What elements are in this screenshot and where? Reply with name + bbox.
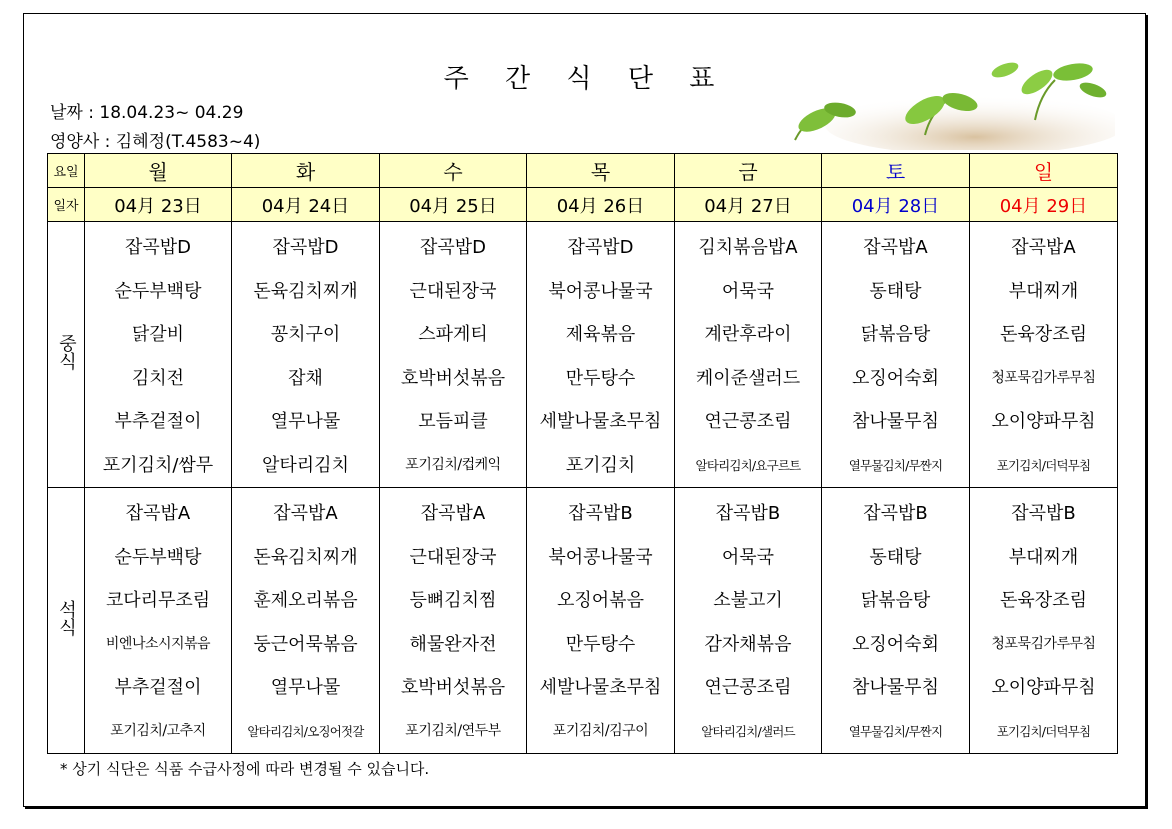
- menu-item: 꽁치구이: [270, 324, 341, 345]
- menu-item: 닭볶음탕: [860, 324, 931, 345]
- weekly-menu-table: [47, 153, 1118, 754]
- menu-item: 알타리김치: [262, 454, 349, 476]
- date-mon: 04月 23日: [85, 188, 232, 222]
- menu-item: 북어콩나물국: [548, 546, 653, 568]
- menu-item: 제육볶음: [565, 324, 636, 345]
- menu-item: 잡곡밥D: [419, 237, 487, 258]
- menu-item: 잡곡밥B: [568, 503, 633, 524]
- nutritionist-info: 영양사 : 김혜정(T.4583~4): [50, 132, 261, 152]
- date-fri: 04月 27日: [675, 188, 822, 222]
- menu-item: 순두부백탕: [114, 280, 202, 302]
- menu-item: 포기김치/컵케익: [405, 456, 501, 473]
- menu-item: 해물완자전: [409, 633, 497, 655]
- menu-item: 청포묵김가루무침: [991, 635, 1096, 652]
- menu-item: 잡곡밥B: [1011, 503, 1076, 524]
- weekday-thu: 목: [527, 154, 675, 188]
- dinner-label-cell: [48, 488, 85, 754]
- menu-item: 근대된장국: [409, 546, 497, 568]
- lunch-cell-fri: [675, 222, 822, 488]
- menu-item: 비엔나소시지볶음: [105, 635, 211, 652]
- menu-item: 스파게티: [418, 324, 488, 345]
- menu-item: 포기김치/김구이: [552, 722, 649, 739]
- menu-item: 돈육김치찌개: [253, 546, 358, 568]
- lunch-cell-mon: [85, 222, 232, 488]
- weekday-sat: 토: [822, 154, 970, 188]
- menu-item: 잡곡밥D: [272, 237, 339, 258]
- menu-item: 잡곡밥A: [273, 503, 338, 524]
- page-title: 주 간 식 단 표: [443, 64, 729, 94]
- menu-item: 열무물김치/무짠지: [848, 457, 943, 473]
- menu-item: 참나물무침: [852, 411, 939, 432]
- menu-item: 포기김치/고추지: [110, 722, 206, 739]
- menu-item: 세발나물초무침: [539, 677, 662, 698]
- dinner-cell-sun: [970, 488, 1118, 754]
- menu-item: 돈육장조림: [1000, 590, 1087, 611]
- menu-item: 부추겉절이: [114, 677, 202, 698]
- date-thu: 04月 26日: [527, 188, 675, 222]
- menu-item: 잡곡밥B: [715, 503, 781, 524]
- lunch-cell-sat: [822, 222, 970, 488]
- menu-item: 돈육장조림: [1000, 324, 1087, 345]
- date-row: [48, 188, 1118, 222]
- menu-item: 만두탕수: [565, 367, 636, 389]
- menu-item: 잡곡밥D: [124, 237, 192, 258]
- date-wed: 04月 25日: [380, 188, 527, 222]
- menu-item: 순두부백탕: [114, 546, 202, 568]
- dinner-cell-sat: [822, 488, 970, 754]
- menu-item: 만두탕수: [565, 633, 636, 655]
- menu-item: 열무물김치/무짠지: [848, 723, 943, 739]
- menu-item: 세발나물초무침: [539, 411, 662, 432]
- dinner-cell-fri: [675, 488, 822, 754]
- weekday-row: [48, 154, 1118, 188]
- lunch-cell-thu: [527, 222, 675, 488]
- menu-item: 오징어볶음: [557, 590, 644, 611]
- menu-item: 잡채: [288, 367, 323, 389]
- menu-item: 호박버섯볶음: [400, 677, 506, 698]
- menu-item: 김치볶음밥A: [698, 237, 798, 258]
- date-tue: 04月 24日: [232, 188, 380, 222]
- menu-item: 등뼈김치찜: [409, 590, 497, 611]
- menu-item: 잡곡밥B: [863, 503, 928, 524]
- dinner-cell-wed: [380, 488, 527, 754]
- menu-item: 둥근어묵볶음: [253, 633, 358, 655]
- menu-item: 부추겉절이: [114, 411, 202, 432]
- date-range: 날짜 : 18.04.23~ 04.29: [50, 103, 244, 123]
- weekday-tue: 화: [232, 154, 380, 188]
- menu-item: 알타리김치/샐러드: [701, 723, 795, 739]
- weekday-wed: 수: [380, 154, 527, 188]
- date-sat: 04月 28日: [822, 188, 970, 222]
- dinner-cell-thu: [527, 488, 675, 754]
- lunch-cell-wed: [380, 222, 527, 488]
- menu-item: 모듬피클: [418, 411, 488, 432]
- menu-item: 포기김치/더덕무침: [996, 723, 1091, 739]
- dinner-cell-tue: [232, 488, 380, 754]
- weekday-fri: 금: [675, 154, 822, 188]
- lunch-cell-sun: [970, 222, 1118, 488]
- menu-item: 연근콩조림: [704, 411, 792, 432]
- sprout-illustration: [755, 50, 1115, 150]
- menu-item: 열무나물: [270, 677, 341, 698]
- lunch-row: [48, 222, 1118, 488]
- date-sun: 04月 29日: [970, 188, 1118, 222]
- menu-item: 오이양파무침: [991, 411, 1096, 432]
- footnote: * 상기 식단은 식품 수급사정에 따라 변경될 수 있습니다.: [60, 760, 430, 778]
- lunch-label-cell: [48, 222, 85, 488]
- menu-item: 알타리김치/오징어젓갈: [247, 723, 364, 739]
- dinner-cell-mon: [85, 488, 232, 754]
- lunch-label: 중식: [56, 334, 77, 370]
- menu-item: 김치전: [131, 367, 185, 389]
- lunch-cell-tue: [232, 222, 380, 488]
- menu-item: 잡곡밥A: [1011, 237, 1076, 258]
- menu-item: 잡곡밥D: [567, 237, 634, 258]
- menu-item: 계란후라이: [704, 324, 792, 345]
- menu-item: 동태탕: [869, 280, 922, 302]
- menu-item: 감자채볶음: [704, 633, 792, 655]
- weekday-sun: 일: [970, 154, 1118, 188]
- weekday-label: 요일: [48, 154, 85, 188]
- dinner-row: [48, 488, 1118, 754]
- menu-item: 알타리김치/요구르트: [695, 457, 801, 473]
- menu-item: 오징어숙회: [852, 633, 939, 655]
- menu-item: 북어콩나물국: [548, 280, 653, 302]
- menu-item: 닭갈비: [131, 324, 185, 345]
- menu-item: 어묵국: [721, 546, 775, 568]
- menu-item: 잡곡밥A: [863, 237, 928, 258]
- menu-item: 포기김치/연두부: [405, 722, 501, 739]
- menu-item: 훈제오리볶음: [253, 590, 358, 611]
- menu-item: 잡곡밥A: [125, 503, 191, 524]
- menu-item: 근대된장국: [409, 280, 497, 302]
- menu-item: 호박버섯볶음: [400, 367, 506, 389]
- menu-item: 어묵국: [721, 280, 775, 302]
- menu-item: 부대찌개: [1008, 546, 1079, 568]
- menu-item: 오이양파무침: [991, 677, 1096, 698]
- menu-item: 포기김치/더덕무침: [996, 457, 1091, 473]
- menu-item: 포기김치: [565, 454, 636, 476]
- menu-item: 포기김치/쌈무: [102, 454, 214, 476]
- menu-item: 잡곡밥A: [420, 503, 486, 524]
- menu-item: 열무나물: [270, 411, 341, 432]
- menu-item: 소불고기: [713, 590, 783, 611]
- menu-item: 코다리무조림: [105, 590, 211, 611]
- menu-item: 돈육김치찌개: [253, 280, 358, 302]
- menu-item: 연근콩조림: [704, 677, 792, 698]
- weekday-mon: 월: [85, 154, 232, 188]
- menu-item: 동태탕: [869, 546, 922, 568]
- menu-item: 부대찌개: [1008, 280, 1079, 302]
- menu-item: 청포묵김가루무침: [991, 369, 1096, 386]
- menu-item: 케이준샐러드: [695, 367, 801, 389]
- menu-item: 닭볶음탕: [860, 590, 931, 611]
- menu-item: 오징어숙회: [852, 367, 939, 389]
- date-label: 일자: [48, 188, 85, 222]
- dinner-label: 석식: [56, 600, 77, 636]
- menu-item: 참나물무침: [852, 677, 939, 698]
